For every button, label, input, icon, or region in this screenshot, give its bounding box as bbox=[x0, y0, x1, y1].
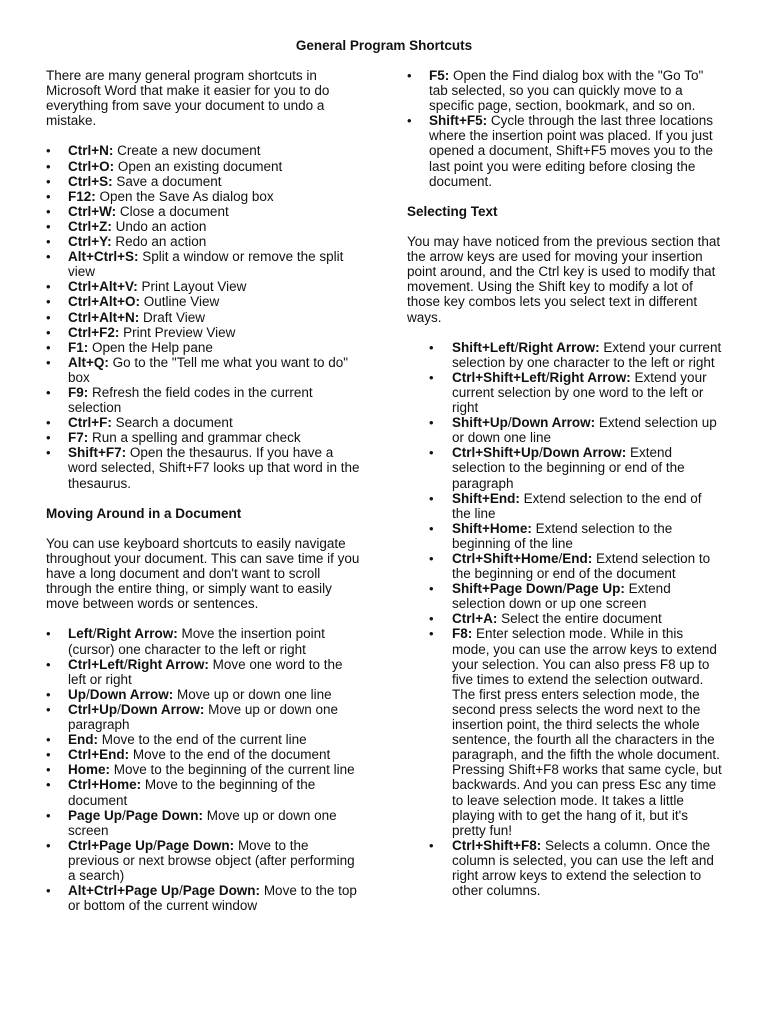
shortcut-item bbox=[407, 415, 723, 445]
shortcut-description: Print Preview View bbox=[119, 324, 236, 340]
key-separator: / bbox=[123, 656, 128, 672]
shortcut-description: Open the Help pane bbox=[88, 339, 213, 355]
shortcut-description: Extend selection down or up one screen bbox=[452, 581, 671, 612]
shortcut-item bbox=[46, 340, 362, 355]
find-shortcuts-list bbox=[407, 68, 723, 189]
shortcut-item bbox=[407, 340, 723, 370]
shortcut-key: Ctrl+Alt+V: bbox=[68, 279, 138, 295]
shortcut-key: Alt+Ctrl+Page Up bbox=[68, 883, 180, 899]
shortcut-item bbox=[46, 808, 362, 838]
shortcut-item bbox=[46, 687, 362, 702]
shortcut-key: Shift+F5: bbox=[429, 113, 488, 129]
shortcut-description: Save a document bbox=[112, 173, 222, 189]
shortcut-key: Shift+Up bbox=[452, 415, 508, 431]
shortcut-key: F9: bbox=[68, 384, 89, 400]
shortcut-key: Alt+Q: bbox=[68, 354, 109, 370]
shortcut-key: Right Arrow: bbox=[96, 626, 178, 642]
intro-paragraph: There are many general program shortcuts in Microsoft Word that make it easier for you to do everything from save your document to undo a mistake. bbox=[46, 68, 330, 129]
shortcut-key: Ctrl+Z: bbox=[68, 218, 112, 234]
shortcut-item bbox=[46, 838, 362, 883]
shortcut-item bbox=[46, 626, 362, 656]
shortcut-description: Outline View bbox=[140, 294, 220, 310]
shortcut-item bbox=[46, 174, 362, 189]
shortcut-item bbox=[46, 777, 362, 807]
shortcut-key: Ctrl+Up bbox=[68, 701, 118, 717]
shortcut-key: Ctrl+Shift+F8: bbox=[452, 837, 542, 853]
shortcut-key: Ctrl+N: bbox=[68, 143, 114, 159]
shortcut-key: Ctrl+F2: bbox=[68, 324, 120, 340]
left-column bbox=[46, 68, 362, 913]
shortcut-description: Extend your current selection by one character to the left or right bbox=[452, 339, 722, 370]
shortcut-description: Draft View bbox=[139, 309, 206, 325]
shortcut-description: Open the thesaurus. If you have a word selected, Shift+F7 looks up that word in the thesaurus. bbox=[68, 445, 360, 491]
shortcut-key: Down Arrow: bbox=[511, 415, 596, 431]
shortcut-key: Ctrl+Shift+Home bbox=[452, 551, 559, 566]
shortcut-item bbox=[46, 159, 362, 174]
shortcut-item bbox=[46, 762, 362, 777]
shortcut-item bbox=[46, 310, 362, 325]
shortcut-key: Down Arrow: bbox=[89, 686, 174, 702]
shortcut-item bbox=[407, 551, 723, 581]
shortcut-item bbox=[46, 249, 362, 279]
shortcut-item bbox=[46, 385, 362, 415]
shortcut-key: Ctrl+F: bbox=[68, 415, 112, 431]
shortcut-key: Right Arrow: bbox=[549, 369, 631, 385]
shortcut-key: Page Up bbox=[68, 807, 123, 823]
shortcut-description: Extend selection to the beginning or end of the paragraph bbox=[452, 445, 685, 491]
shortcut-description: Refresh the field codes in the current selection bbox=[68, 384, 313, 416]
shortcut-item bbox=[407, 838, 723, 898]
shortcut-description: Move to the end of the current line bbox=[98, 732, 307, 748]
shortcut-key: Shift+Left bbox=[452, 339, 515, 355]
shortcut-item bbox=[46, 702, 362, 732]
shortcut-item bbox=[407, 491, 723, 521]
shortcut-description: Extend selection up or down one line bbox=[452, 415, 717, 446]
shortcut-key: Ctrl+Alt+O: bbox=[68, 294, 141, 310]
shortcut-item bbox=[46, 204, 362, 219]
shortcut-key: Page Down: bbox=[182, 883, 261, 899]
shortcut-item bbox=[407, 68, 723, 113]
shortcut-description: Extend your current selection by one word to the left or right bbox=[452, 369, 707, 416]
key-separator: / bbox=[507, 415, 512, 431]
shortcut-key: F8: bbox=[452, 626, 473, 642]
shortcut-key: Ctrl+Page Up bbox=[68, 837, 154, 853]
shortcut-description: Selects a column. Once the column is selected, you can use the left and right arrow keys to extend the selection to other columns. bbox=[452, 837, 714, 899]
shortcut-item bbox=[407, 581, 723, 611]
shortcut-key: Ctrl+Shift+Left bbox=[452, 369, 546, 385]
shortcut-description: Move to the end of the document bbox=[129, 747, 331, 763]
shortcut-item bbox=[46, 143, 362, 158]
shortcut-item bbox=[46, 234, 362, 249]
shortcut-key: Down Arrow: bbox=[120, 701, 205, 717]
key-separator: / bbox=[562, 581, 567, 597]
key-separator: / bbox=[92, 626, 97, 642]
shortcut-key: Ctrl+A: bbox=[452, 611, 498, 627]
shortcut-item bbox=[407, 445, 723, 490]
shortcut-key: Ctrl+Shift+Up bbox=[452, 445, 540, 461]
shortcut-item bbox=[46, 294, 362, 309]
key-separator: / bbox=[539, 445, 543, 461]
shortcut-description: Move up or down one screen bbox=[68, 807, 337, 838]
moving-heading: Moving Around in a Document bbox=[46, 505, 242, 521]
shortcut-key: Ctrl+S: bbox=[68, 173, 113, 189]
shortcut-key: Ctrl+Left bbox=[68, 656, 124, 672]
key-separator: / bbox=[117, 701, 121, 717]
shortcut-description: Undo an action bbox=[111, 218, 207, 234]
shortcut-key: Ctrl+Home: bbox=[68, 777, 142, 793]
right-column bbox=[407, 68, 723, 898]
shortcut-description: Open the Find dialog box with the "Go To" tab selected, so you can quickly move to a specific page, section, bookmark, and so on. bbox=[429, 68, 704, 114]
shortcut-description: Search a document bbox=[111, 415, 233, 431]
shortcut-description: Move to the beginning of the current line bbox=[110, 762, 355, 778]
shortcut-key: Alt+Ctrl+S: bbox=[68, 249, 139, 265]
shortcut-description: Open the Save As dialog box bbox=[95, 188, 274, 204]
document-title: General Program Shortcuts bbox=[295, 38, 473, 53]
shortcut-key: Shift+Page Down bbox=[452, 581, 563, 597]
shortcut-description: Move to the beginning of the document bbox=[68, 777, 316, 808]
shortcut-item bbox=[46, 189, 362, 204]
shortcut-item bbox=[46, 445, 362, 490]
shortcut-description: Print Layout View bbox=[137, 279, 247, 295]
shortcut-description: Move up or down one line bbox=[173, 686, 332, 702]
shortcut-item bbox=[46, 883, 362, 913]
shortcut-item bbox=[407, 113, 723, 188]
shortcut-item bbox=[46, 355, 362, 385]
shortcut-key: Left bbox=[68, 626, 93, 642]
shortcut-item bbox=[46, 430, 362, 445]
shortcut-key: Shift+End: bbox=[452, 490, 520, 506]
shortcut-key: F5: bbox=[429, 68, 450, 83]
shortcut-key: Right Arrow: bbox=[127, 656, 209, 672]
shortcut-item bbox=[407, 370, 723, 415]
selecting-intro: You may have noticed from the previous section that the arrow keys are used for moving your insertion point around, and the Ctrl key is used to modify that movement. Using the Shift key to modify a lot of those key combos lets you select text in different ways. bbox=[407, 234, 721, 325]
shortcut-description: Extend selection to the beginning of the line bbox=[452, 520, 673, 551]
shortcut-description: Create a new document bbox=[113, 143, 261, 159]
shortcut-key: Ctrl+Alt+N: bbox=[68, 309, 140, 325]
shortcut-key: Down Arrow: bbox=[542, 445, 627, 461]
key-separator: / bbox=[86, 686, 90, 702]
shortcut-item bbox=[46, 657, 362, 687]
shortcut-description: Extend selection to the beginning or end of the document bbox=[452, 551, 711, 582]
shortcut-key: Ctrl+W: bbox=[68, 203, 117, 219]
shortcut-item bbox=[46, 219, 362, 234]
shortcut-key: Ctrl+End: bbox=[68, 747, 130, 763]
shortcut-description: Redo an action bbox=[111, 234, 207, 250]
shortcut-key: End: bbox=[562, 551, 593, 566]
shortcut-description: Move the insertion point (cursor) one character to the left or right bbox=[68, 626, 325, 657]
shortcut-key: Right Arrow: bbox=[518, 339, 600, 355]
shortcut-item bbox=[46, 747, 362, 762]
shortcut-key: Home: bbox=[68, 762, 111, 778]
shortcut-key: F12: bbox=[68, 188, 96, 204]
moving-intro: You can use keyboard shortcuts to easily navigate throughout your document. This can save time if you have a long document and don't want to scroll through the entire thing, or simply want to easily move between words or sentences. bbox=[46, 535, 360, 612]
shortcut-item bbox=[407, 611, 723, 626]
moving-shortcuts-list bbox=[46, 626, 362, 913]
selecting-heading: Selecting Text bbox=[407, 203, 498, 219]
shortcut-description: Extend selection to the end of the line bbox=[452, 490, 702, 521]
shortcut-key: Ctrl+Y: bbox=[68, 234, 112, 250]
shortcut-description: Open an existing document bbox=[114, 158, 283, 174]
shortcut-item bbox=[46, 279, 362, 294]
shortcut-item bbox=[46, 415, 362, 430]
shortcut-item bbox=[407, 626, 723, 837]
shortcut-description: Move to the top or bottom of the current window bbox=[68, 883, 357, 914]
shortcut-key: Shift+Home: bbox=[452, 520, 532, 536]
shortcut-key: End: bbox=[68, 732, 98, 748]
shortcut-description: Move to the previous or next browse object (after performing a search) bbox=[68, 837, 355, 883]
shortcut-key: Page Down: bbox=[125, 807, 204, 823]
key-separator: / bbox=[514, 339, 519, 355]
shortcut-key: Ctrl+O: bbox=[68, 158, 115, 174]
key-separator: / bbox=[122, 807, 126, 823]
shortcut-description: Run a spelling and grammar check bbox=[88, 430, 301, 446]
shortcut-key: F7: bbox=[68, 430, 89, 446]
shortcut-description: Go to the "Tell me what you want to do" box bbox=[68, 354, 349, 385]
shortcut-key: Page Down: bbox=[156, 837, 235, 853]
key-separator: / bbox=[153, 837, 157, 853]
general-shortcuts-list bbox=[46, 143, 362, 490]
shortcut-item bbox=[407, 521, 723, 551]
key-separator: / bbox=[545, 369, 550, 385]
shortcut-description: Move one word to the left or right bbox=[68, 656, 343, 687]
selecting-shortcuts-list bbox=[407, 340, 723, 898]
shortcut-description: Cycle through the last three locations where the insertion point was placed. If you just opened a document, Shift+F5 moves you to the last point you were editing before closing the document. bbox=[429, 113, 714, 189]
key-separator: / bbox=[179, 883, 183, 899]
shortcut-description: Move up or down one paragraph bbox=[68, 701, 338, 733]
shortcut-item bbox=[46, 325, 362, 340]
shortcut-key: Up bbox=[68, 686, 86, 702]
shortcut-description: Split a window or remove the split view bbox=[68, 249, 344, 280]
shortcut-description: Close a document bbox=[116, 203, 229, 219]
shortcut-item bbox=[46, 732, 362, 747]
shortcut-key: F1: bbox=[68, 339, 89, 355]
key-separator: / bbox=[558, 551, 563, 566]
shortcut-description: Select the entire document bbox=[497, 611, 662, 627]
shortcut-key: Page Up: bbox=[566, 581, 625, 597]
shortcut-key: Shift+F7: bbox=[68, 445, 127, 461]
shortcut-description: Enter selection mode. While in this mode, you can use the arrow keys to extend your selection. You can also press F8 up to five times to extend the selection outward. The first press enters selection mode, the second press selects the word next to the insertion point, the third selects the whole sentence, the fourth all the characters in the paragraph, and the fifth the whole document. Pressing Shift+F8 works that same cycle, but backwards. And you can press Esc any time to leave selection mode. It takes a little playing with to get the hang of it, but it's pretty fun! bbox=[452, 626, 722, 838]
